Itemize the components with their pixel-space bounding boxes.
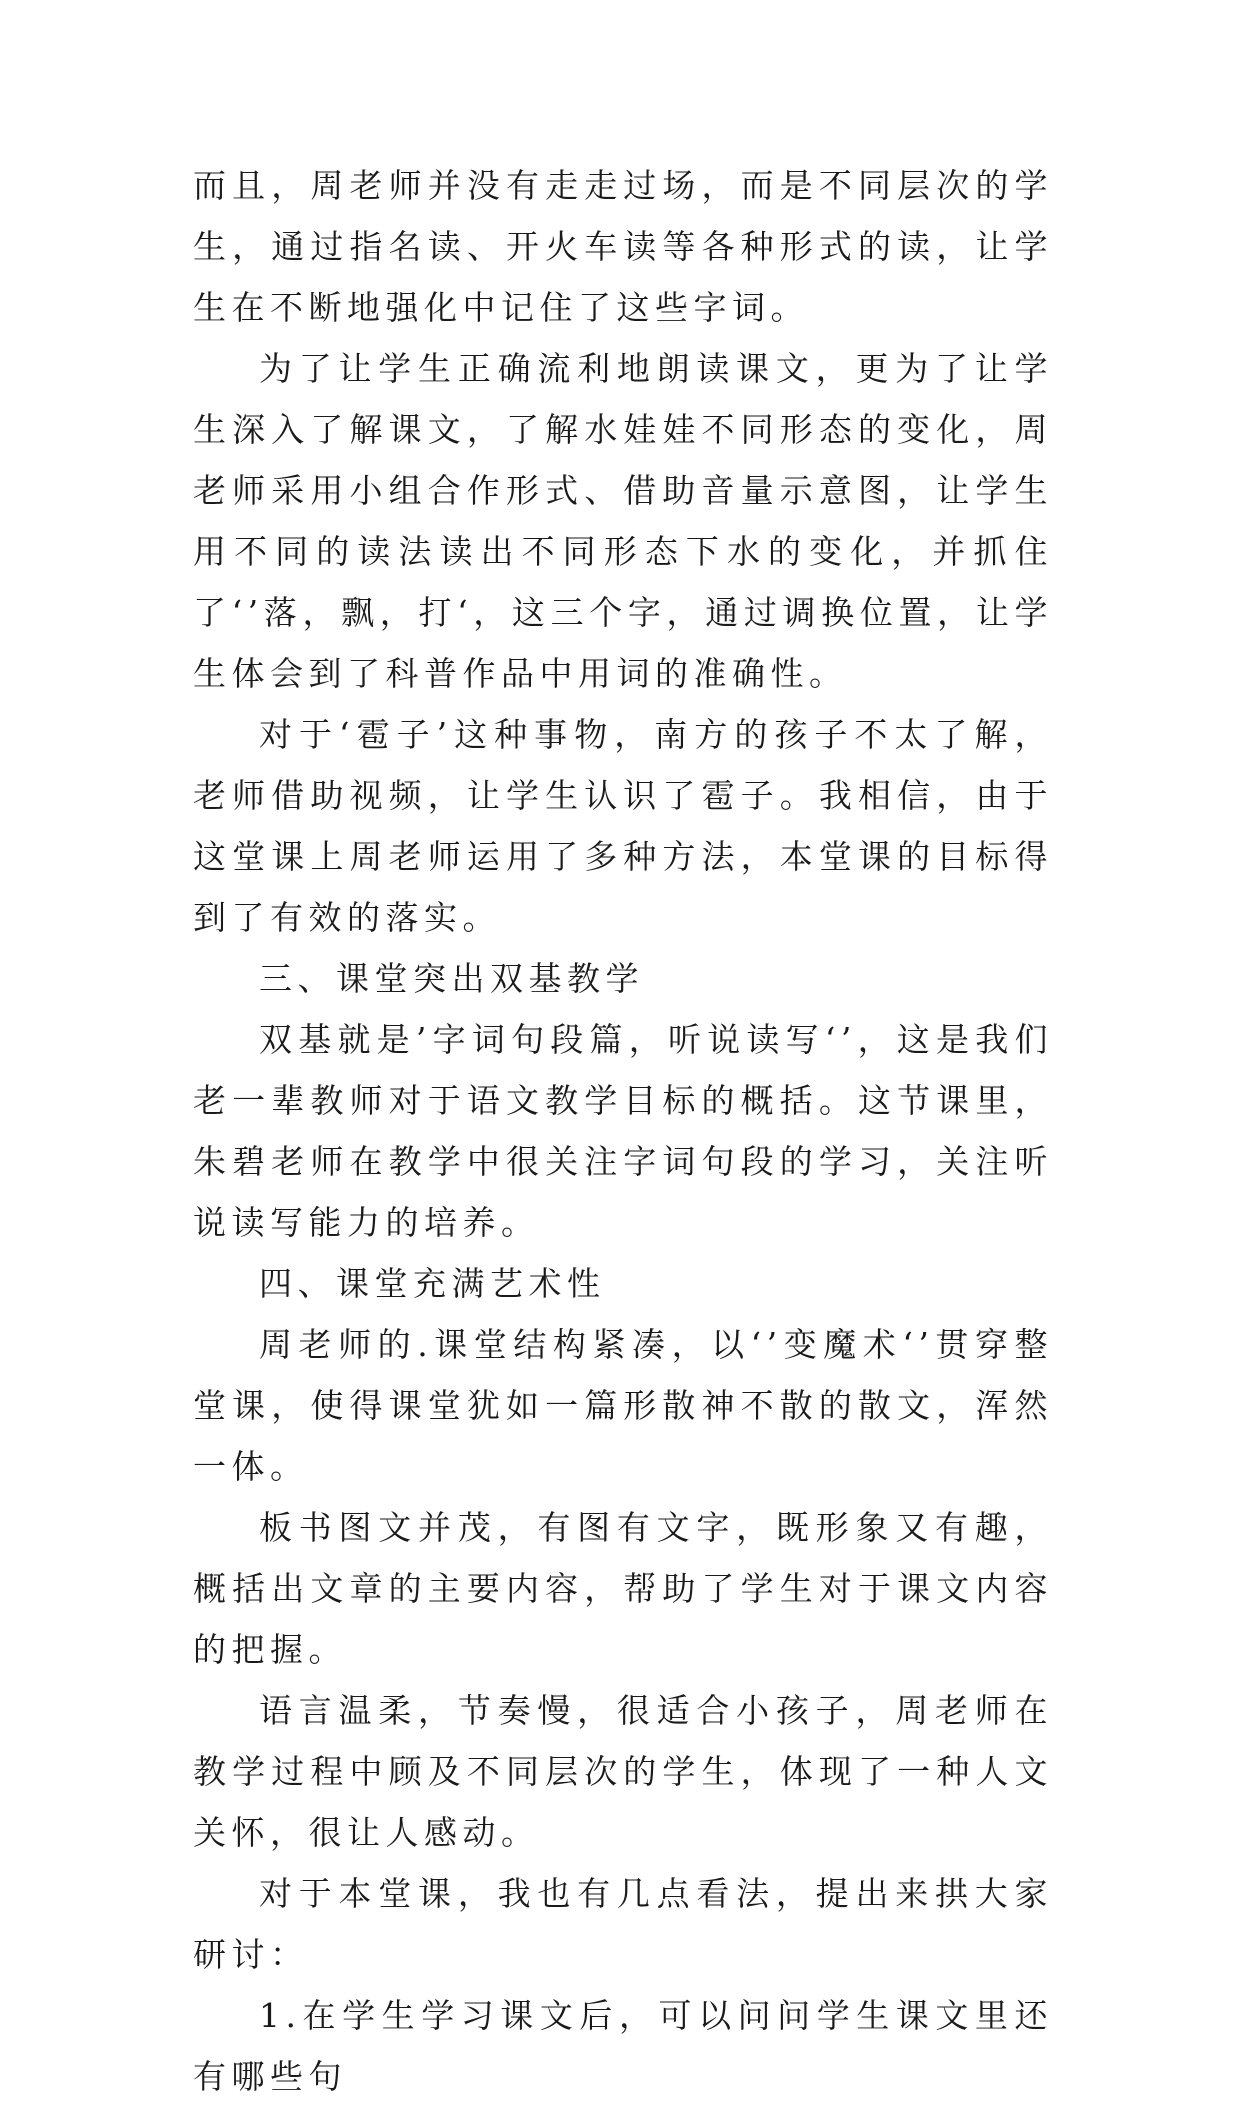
- paragraph-continuation: 而且，周老师并没有走走过场，而是不同层次的学生，通过指名读、开火车读等各种形式的读，让学生在不断地强化中记住了这些字词。: [193, 166, 1053, 327]
- body-text: [193, 155, 1053, 2107]
- paragraph-hail-video: 对于‘雹子’这种事物，南方的孩子不太了解，老师借助视频，让学生认识了雹子。我相信，由于这堂课上周老师运用了多种方法，本堂课的目标得到了有效的落实。: [193, 715, 1053, 937]
- paragraph-opinions-intro: 对于本堂课，我也有几点看法，提出来拱大家研讨：: [193, 1874, 1053, 1974]
- list-item-1: 1.在学生学习课文后，可以问问学生课文里还有哪些句: [193, 1996, 1053, 2096]
- paragraph-language: 语言温柔，节奏慢，很适合小孩子，周老师在教学过程中顾及不同层次的学生，体现了一种人文关怀，很让人感动。: [193, 1691, 1053, 1852]
- paragraph-blackboard: 板书图文并茂，有图有文字，既形象又有趣，概括出文章的主要内容，帮助了学生对于课文内容的把握。: [193, 1508, 1053, 1669]
- section-heading-4: 四、课堂充满艺术性: [259, 1264, 606, 1303]
- paragraph-structure: 周老师的.课堂结构紧凑，以‘’变魔术‘’贯穿整堂课，使得课堂犹如一篇形散神不散的散文，浑然一体。: [193, 1325, 1053, 1486]
- paragraph-reading-methods: 为了让学生正确流利地朗读课文，更为了让学生深入了解课文，了解水娃娃不同形态的变化，周老师采用小组合作形式、借助音量示意图，让学生用不同的读法读出不同形态下水的变化，并抓住了‘’落，飘，打‘，这三个字，通过调换位置，让学生体会到了科普作品中用词的准确性。: [193, 349, 1053, 693]
- paragraph-dual-basics: 双基就是’字词句段篇，听说读写‘’，这是我们老一辈教师对于语文教学目标的概括。这节课里，朱碧老师在教学中很关注字词句段的学习，关注听说读写能力的培养。: [193, 1020, 1053, 1242]
- section-heading-3: 三、课堂突出双基教学: [259, 959, 644, 998]
